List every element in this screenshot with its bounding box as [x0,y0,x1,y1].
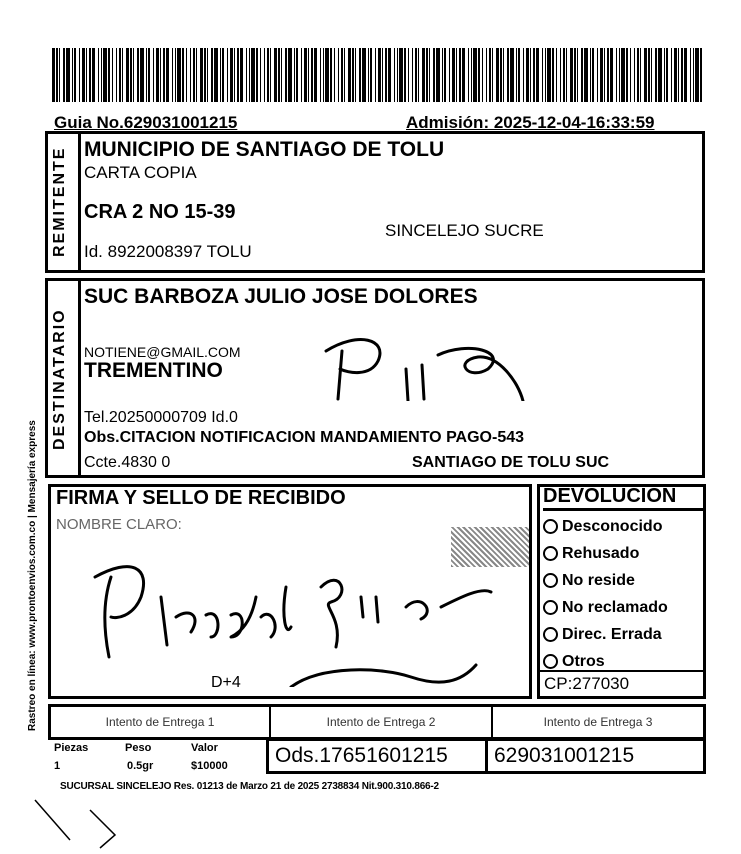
intentos-row [48,704,706,740]
valor-value: $10000 [191,760,228,772]
devolucion-option-label: Desconocido [562,517,663,535]
radio-circle-icon [543,573,558,588]
peso-label: Peso [125,742,152,754]
scan-artifact [30,790,120,850]
devolucion-title: DEVOLUCION [543,485,703,511]
destinatario-name: SUC BARBOZA JULIO JOSE DOLORES [84,285,478,308]
devolucion-option-label: No reclamado [562,598,668,616]
guia-number: Guia No.629031001215 [54,113,238,132]
remitente-label: REMITENTE [51,146,68,258]
sucursal-line: SUCURSAL SINCELEJO Res. 01213 de Marzo 21 de 2025 2738834 Nit.900.310.866-2 [60,781,439,792]
destinatario-city: SANTIAGO DE TOLU SUC [412,454,610,471]
intento-2: Intento de Entrega 2 [271,707,493,737]
remitente-id: Id. 8922008397 TOLU [84,242,252,261]
devolucion-option[interactable] [543,513,668,540]
radio-circle-icon [543,600,558,615]
radio-circle-icon [543,519,558,534]
devolucion-options [543,513,668,675]
devolucion-option[interactable] [543,594,668,621]
intento-1: Intento de Entrega 1 [51,707,271,737]
devolucion-option[interactable] [543,540,668,567]
piezas-value: 1 [54,760,61,772]
devolucion-option[interactable] [543,567,668,594]
destinatario-tel: Tel.20250000709 Id.0 [84,409,238,426]
remitente-line2: CARTA COPIA [84,163,197,182]
admision-date: Admisión: 2025-12-04-16:33:59 [406,113,655,132]
devolucion-option[interactable] [543,621,668,648]
destinatario-email: NOTIENE@GMAIL.COM [84,344,241,360]
radio-circle-icon [543,546,558,561]
guia-footer-number: 629031001215 [485,738,706,774]
valor-label: Valor [191,742,218,754]
cp-code: CP:277030 [544,674,630,693]
destinatario-obs: Obs.CITACION NOTIFICACION MANDAMIENTO PAGO-543 [84,429,525,446]
peso-value: 0.5gr [127,760,154,772]
devolucion-option-label: Direc. Errada [562,625,662,643]
barcode [52,48,707,102]
destinatario-box [45,278,705,478]
destinatario-ccte: Ccte.4830 0 [84,454,171,471]
intento-3: Intento de Entrega 3 [543,715,653,729]
remitente-name: MUNICIPIO DE SANTIAGO DE TOLU [84,138,445,161]
radio-circle-icon [543,654,558,669]
devolucion-option-label: Otros [562,652,605,670]
devolucion-option-label: Rehusado [562,544,640,562]
nombre-claro-label: NOMBRE CLARO: [56,516,182,533]
firma-title: FIRMA Y SELLO DE RECIBIDO [56,487,346,509]
signature [81,537,521,687]
devolucion-option-label: No reside [562,571,635,589]
piezas-label: Piezas [54,742,89,754]
handwritten-mark [318,321,528,401]
firma-box [48,484,532,699]
remitente-city: SINCELEJO SUCRE [385,221,544,240]
ods-number: Ods.17651601215 [266,738,488,774]
remitente-box [45,131,705,273]
destinatario-address: TREMENTINO [84,359,223,382]
footer-row [48,740,706,778]
devolucion-box [537,484,706,699]
side-tracking-text: Rastreo en línea: www.prontoenvios.com.co | Mensajería express [27,420,38,732]
destinatario-label: DESTINATARIO [51,308,68,450]
remitente-address: CRA 2 NO 15-39 [84,201,236,223]
d4-label: D+4 [211,674,241,691]
radio-circle-icon [543,627,558,642]
